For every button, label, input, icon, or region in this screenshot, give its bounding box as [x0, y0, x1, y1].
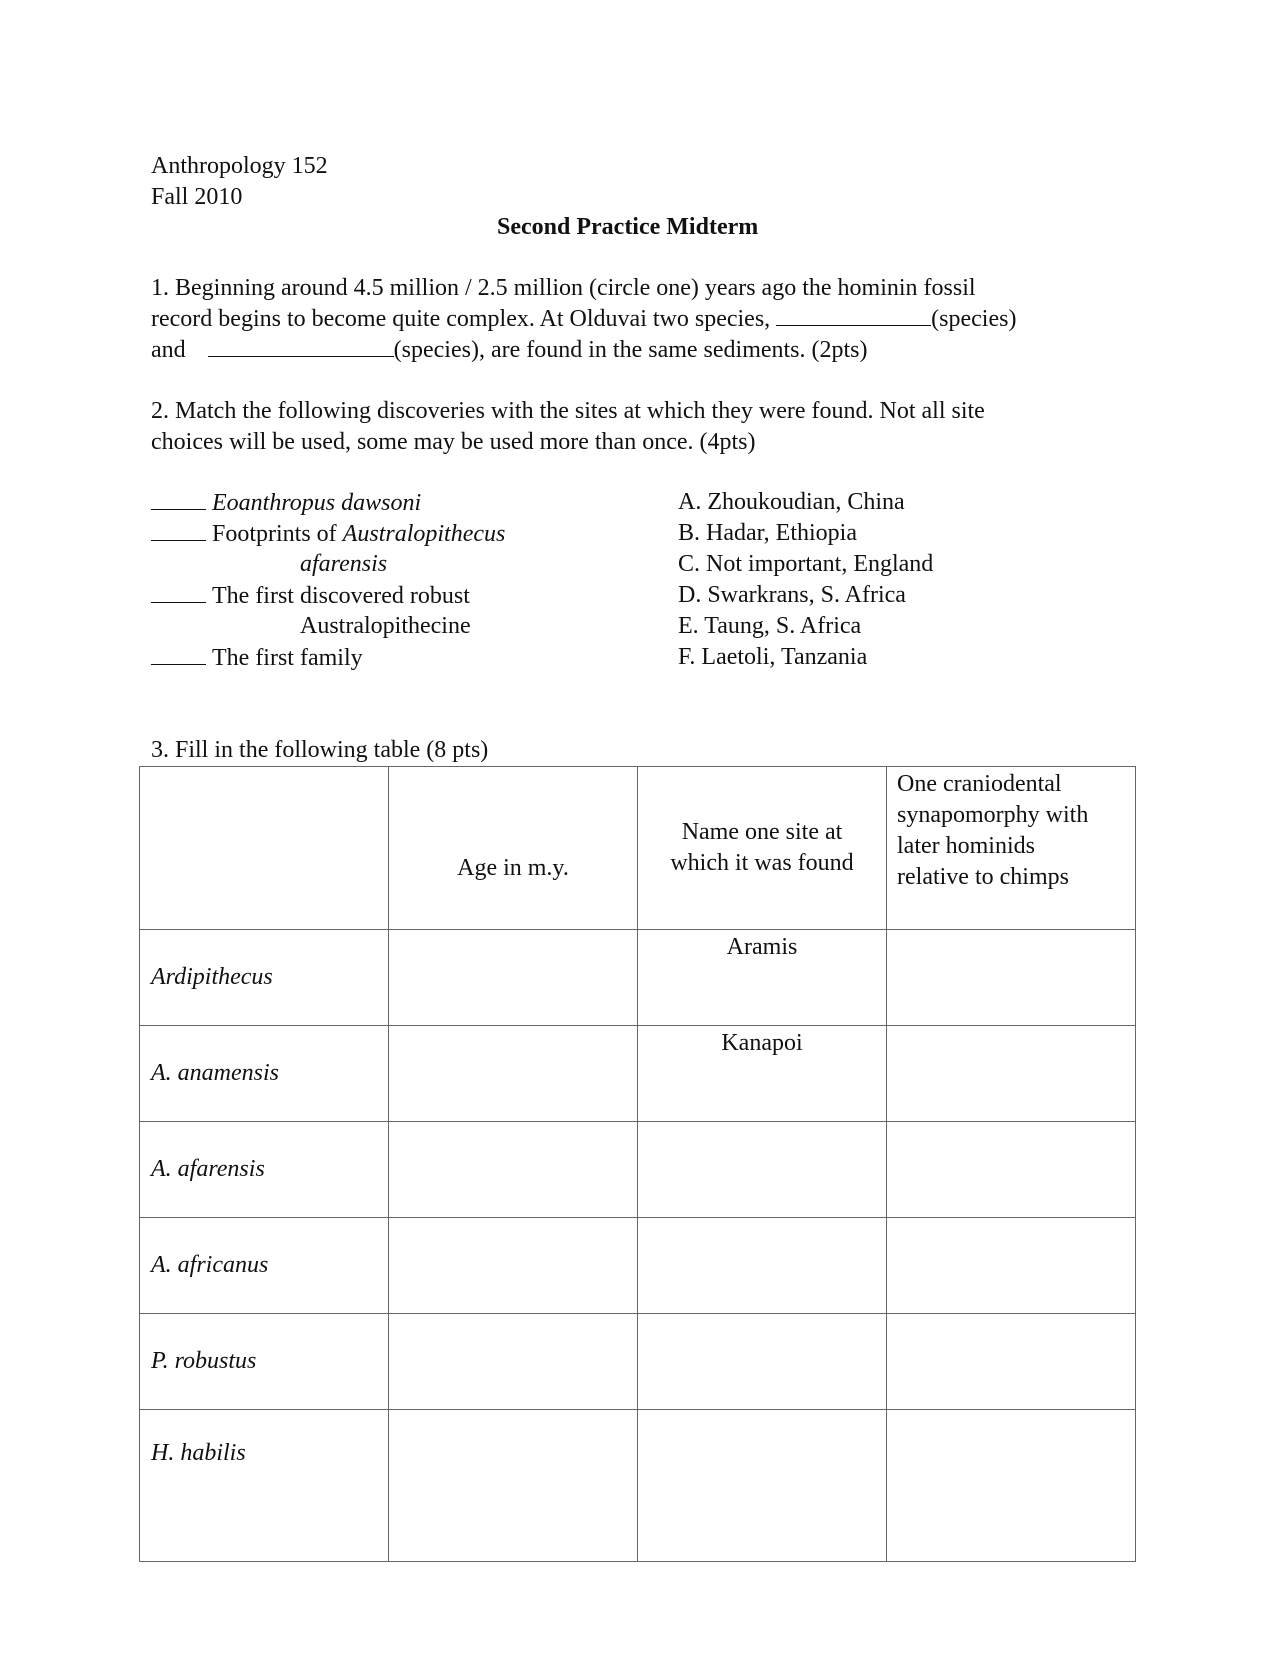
q1-line-2-end: (species) [931, 306, 1017, 332]
species-cell: Ardipithecus [140, 930, 389, 1026]
discovery-continuation: afarensis [300, 551, 388, 577]
site-cell[interactable] [638, 1314, 887, 1410]
q2-prompt-line-2: choices will be used, some may be used more than once. (4pts) [151, 429, 756, 455]
header-site-line: Name one site at [681, 819, 843, 845]
site-cell[interactable] [638, 1218, 887, 1314]
match-answer-blank[interactable] [151, 487, 206, 510]
age-answer-cell[interactable] [389, 1410, 638, 1562]
site-cell[interactable] [638, 1410, 887, 1562]
header-synapomorphy-line: relative to chimps [897, 864, 1069, 890]
discovery-label-italic: Australopithecus [342, 521, 506, 547]
site-cell[interactable] [638, 1122, 887, 1218]
table-row [140, 1218, 1136, 1314]
q3-prompt: 3. Fill in the following table (8 pts) [151, 737, 489, 763]
answer-blank-species-2[interactable] [208, 336, 394, 357]
synapomorphy-answer-cell[interactable] [887, 1026, 1136, 1122]
discovery-item [151, 580, 505, 611]
species-cell: A. anamensis [140, 1026, 389, 1122]
hominin-table [139, 766, 1136, 1562]
header-age-label: Age in m.y. [457, 854, 569, 881]
header-synapomorphy-line: synapomorphy with [897, 802, 1089, 828]
header-cell-site [638, 767, 887, 930]
q1-line-2 [151, 304, 1016, 335]
age-answer-cell[interactable] [389, 1218, 638, 1314]
table-row [140, 1314, 1136, 1410]
answer-blank-species-1[interactable] [776, 305, 931, 326]
discovery-label: Eoanthropus dawsoni [212, 490, 422, 516]
discovery-label: The first family [212, 645, 363, 671]
table-row [140, 1410, 1136, 1562]
header-synapomorphy-line: later hominids [897, 833, 1035, 859]
q2-prompt-line-1: 2. Match the following discoveries with the sites at which they were found. Not all site [151, 398, 985, 424]
site-cell[interactable]: Kanapoi [638, 1026, 887, 1122]
species-cell: H. habilis [140, 1410, 389, 1562]
species-cell: A. africanus [140, 1218, 389, 1314]
discovery-list [151, 487, 505, 673]
q1-line-3 [151, 335, 868, 366]
match-answer-blank[interactable] [151, 642, 206, 665]
site-choice-list [678, 487, 933, 673]
match-answer-blank[interactable] [151, 580, 206, 603]
table-row [140, 1026, 1136, 1122]
site-choice: C. Not important, England [678, 551, 934, 577]
header-cell-synapomorphy [887, 767, 1136, 930]
discovery-continuation: Australopithecine [300, 613, 471, 639]
age-answer-cell[interactable] [389, 1122, 638, 1218]
table-row [140, 930, 1136, 1026]
q1-line-3-end: (species), are found in the same sediments. (2pts) [393, 337, 868, 363]
site-choice: B. Hadar, Ethiopia [678, 520, 857, 546]
synapomorphy-answer-cell[interactable] [887, 1218, 1136, 1314]
q1-line-3-start: and [151, 337, 186, 363]
header-cell-age [389, 767, 638, 930]
age-answer-cell[interactable] [389, 930, 638, 1026]
synapomorphy-answer-cell[interactable] [887, 1122, 1136, 1218]
synapomorphy-answer-cell[interactable] [887, 930, 1136, 1026]
site-choice: E. Taung, S. Africa [678, 613, 862, 639]
page-title: Second Practice Midterm [497, 214, 759, 240]
discovery-item [151, 642, 505, 673]
discovery-label: Footprints of [212, 521, 343, 547]
table-row [140, 1122, 1136, 1218]
site-choice: A. Zhoukoudian, China [678, 489, 905, 515]
synapomorphy-answer-cell[interactable] [887, 1410, 1136, 1562]
term: Fall 2010 [151, 184, 243, 210]
course-name: Anthropology 152 [151, 153, 328, 179]
age-answer-cell[interactable] [389, 1026, 638, 1122]
species-cell: A. afarensis [140, 1122, 389, 1218]
match-answer-blank[interactable] [151, 518, 206, 541]
table-header-row [140, 767, 1136, 930]
site-cell[interactable]: Aramis [638, 930, 887, 1026]
q1-line-2-text: record begins to become quite complex. At Olduvai two species, [151, 306, 777, 332]
discovery-item [151, 487, 505, 518]
discovery-label: The first discovered robust [212, 583, 470, 609]
site-choice: F. Laetoli, Tanzania [678, 644, 868, 670]
species-cell: P. robustus [140, 1314, 389, 1410]
header-cell-species [140, 767, 389, 930]
header-synapomorphy-line: One craniodental [897, 771, 1062, 797]
age-answer-cell[interactable] [389, 1314, 638, 1410]
discovery-item [151, 518, 505, 549]
site-choice: D. Swarkrans, S. Africa [678, 582, 906, 608]
q1-line-1: 1. Beginning around 4.5 million / 2.5 million (circle one) years ago the hominin fossil [151, 275, 976, 301]
header-site-line: which it was found [670, 850, 854, 876]
synapomorphy-answer-cell[interactable] [887, 1314, 1136, 1410]
